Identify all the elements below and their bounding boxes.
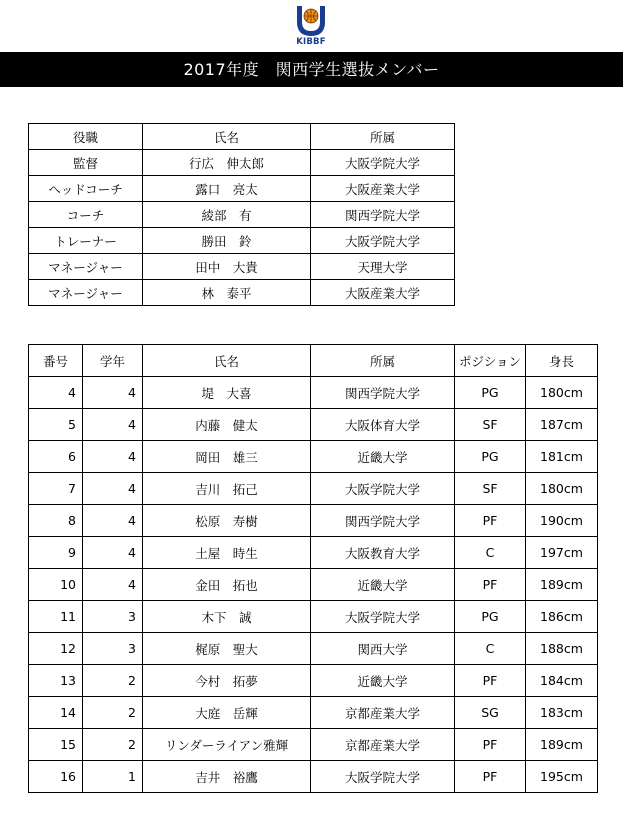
position-cell: C bbox=[455, 633, 526, 665]
affiliation-cell: 関西学院大学 bbox=[311, 202, 455, 228]
role-cell: 監督 bbox=[29, 150, 143, 176]
height-cell: 180cm bbox=[526, 473, 598, 505]
grade-cell: 2 bbox=[83, 729, 143, 761]
number-cell: 6 bbox=[29, 441, 83, 473]
position-cell: SG bbox=[455, 697, 526, 729]
table-row bbox=[29, 569, 598, 601]
affiliation-cell: 関西学院大学 bbox=[311, 377, 455, 409]
grade-cell: 2 bbox=[83, 697, 143, 729]
number-cell: 4 bbox=[29, 377, 83, 409]
affiliation-cell: 近畿大学 bbox=[311, 441, 455, 473]
affiliation-cell: 京都産業大学 bbox=[311, 697, 455, 729]
grade-cell: 3 bbox=[83, 601, 143, 633]
kibbf-logo bbox=[291, 4, 331, 50]
affiliation-cell: 関西学院大学 bbox=[311, 505, 455, 537]
table-row bbox=[29, 601, 598, 633]
table-row bbox=[29, 537, 598, 569]
height-cell: 186cm bbox=[526, 601, 598, 633]
grade-cell: 4 bbox=[83, 537, 143, 569]
affiliation-cell: 大阪体育大学 bbox=[311, 409, 455, 441]
position-cell: C bbox=[455, 537, 526, 569]
grade-cell: 1 bbox=[83, 761, 143, 793]
table-row bbox=[29, 505, 598, 537]
grade-cell: 4 bbox=[83, 569, 143, 601]
table-row bbox=[29, 280, 455, 306]
header-name: 氏名 bbox=[143, 124, 311, 150]
role-cell: トレーナー bbox=[29, 228, 143, 254]
name-cell: 金田 拓也 bbox=[143, 569, 311, 601]
number-cell: 14 bbox=[29, 697, 83, 729]
position-cell: PF bbox=[455, 569, 526, 601]
name-cell: 大庭 岳輝 bbox=[143, 697, 311, 729]
position-cell: PF bbox=[455, 729, 526, 761]
name-cell: 林 泰平 bbox=[143, 280, 311, 306]
position-cell: SF bbox=[455, 473, 526, 505]
name-cell: 行広 伸太郎 bbox=[143, 150, 311, 176]
position-cell: PF bbox=[455, 505, 526, 537]
role-cell: マネージャー bbox=[29, 254, 143, 280]
height-cell: 197cm bbox=[526, 537, 598, 569]
position-cell: PG bbox=[455, 601, 526, 633]
affiliation-cell: 大阪学院大学 bbox=[311, 473, 455, 505]
number-cell: 5 bbox=[29, 409, 83, 441]
affiliation-cell: 大阪学院大学 bbox=[311, 228, 455, 254]
affiliation-cell: 大阪学院大学 bbox=[311, 150, 455, 176]
affiliation-cell: 大阪学院大学 bbox=[311, 601, 455, 633]
name-cell: 今村 拓夢 bbox=[143, 665, 311, 697]
table-row bbox=[29, 176, 455, 202]
table-row bbox=[29, 697, 598, 729]
position-cell: PG bbox=[455, 441, 526, 473]
table-row bbox=[29, 377, 598, 409]
staff-table bbox=[28, 123, 455, 306]
height-cell: 190cm bbox=[526, 505, 598, 537]
height-cell: 189cm bbox=[526, 569, 598, 601]
header-name: 氏名 bbox=[143, 345, 311, 377]
players-header-row bbox=[29, 345, 598, 377]
name-cell: 吉井 裕鷹 bbox=[143, 761, 311, 793]
name-cell: 松原 寿樹 bbox=[143, 505, 311, 537]
position-cell: PG bbox=[455, 377, 526, 409]
basketball-u-logo-icon bbox=[291, 4, 331, 38]
number-cell: 11 bbox=[29, 601, 83, 633]
name-cell: 勝田 鈴 bbox=[143, 228, 311, 254]
table-row bbox=[29, 729, 598, 761]
affiliation-cell: 大阪教育大学 bbox=[311, 537, 455, 569]
height-cell: 183cm bbox=[526, 697, 598, 729]
affiliation-cell: 近畿大学 bbox=[311, 665, 455, 697]
affiliation-cell: 大阪産業大学 bbox=[311, 280, 455, 306]
staff-header-row bbox=[29, 124, 455, 150]
header-affiliation: 所属 bbox=[311, 345, 455, 377]
height-cell: 184cm bbox=[526, 665, 598, 697]
position-cell: SF bbox=[455, 409, 526, 441]
affiliation-cell: 近畿大学 bbox=[311, 569, 455, 601]
table-row bbox=[29, 228, 455, 254]
number-cell: 16 bbox=[29, 761, 83, 793]
role-cell: ヘッドコーチ bbox=[29, 176, 143, 202]
number-cell: 7 bbox=[29, 473, 83, 505]
name-cell: 堤 大喜 bbox=[143, 377, 311, 409]
affiliation-cell: 京都産業大学 bbox=[311, 729, 455, 761]
number-cell: 8 bbox=[29, 505, 83, 537]
header-position: ポジション bbox=[455, 345, 526, 377]
grade-cell: 3 bbox=[83, 633, 143, 665]
number-cell: 12 bbox=[29, 633, 83, 665]
grade-cell: 4 bbox=[83, 505, 143, 537]
name-cell: 土屋 時生 bbox=[143, 537, 311, 569]
header-grade: 学年 bbox=[83, 345, 143, 377]
header-role: 役職 bbox=[29, 124, 143, 150]
position-cell: PF bbox=[455, 761, 526, 793]
name-cell: 田中 大貴 bbox=[143, 254, 311, 280]
grade-cell: 4 bbox=[83, 441, 143, 473]
height-cell: 189cm bbox=[526, 729, 598, 761]
players-table bbox=[28, 344, 598, 793]
header-height: 身長 bbox=[526, 345, 598, 377]
grade-cell: 4 bbox=[83, 473, 143, 505]
affiliation-cell: 天理大学 bbox=[311, 254, 455, 280]
grade-cell: 4 bbox=[83, 409, 143, 441]
table-row bbox=[29, 150, 455, 176]
grade-cell: 4 bbox=[83, 377, 143, 409]
table-row bbox=[29, 409, 598, 441]
table-row bbox=[29, 473, 598, 505]
height-cell: 195cm bbox=[526, 761, 598, 793]
table-row bbox=[29, 761, 598, 793]
name-cell: 露口 亮太 bbox=[143, 176, 311, 202]
affiliation-cell: 大阪産業大学 bbox=[311, 176, 455, 202]
role-cell: コーチ bbox=[29, 202, 143, 228]
table-row bbox=[29, 202, 455, 228]
page-title: 2017年度 関西学生選抜メンバー bbox=[0, 52, 623, 87]
name-cell: リンダーライアン雅輝 bbox=[143, 729, 311, 761]
name-cell: 吉川 拓己 bbox=[143, 473, 311, 505]
number-cell: 15 bbox=[29, 729, 83, 761]
table-row bbox=[29, 633, 598, 665]
grade-cell: 2 bbox=[83, 665, 143, 697]
table-row bbox=[29, 441, 598, 473]
table-row bbox=[29, 254, 455, 280]
affiliation-cell: 大阪学院大学 bbox=[311, 761, 455, 793]
header-affiliation: 所属 bbox=[311, 124, 455, 150]
role-cell: マネージャー bbox=[29, 280, 143, 306]
affiliation-cell: 関西大学 bbox=[311, 633, 455, 665]
logo-text: KIBBF bbox=[296, 37, 326, 47]
name-cell: 岡田 雄三 bbox=[143, 441, 311, 473]
position-cell: PF bbox=[455, 665, 526, 697]
height-cell: 181cm bbox=[526, 441, 598, 473]
table-row bbox=[29, 665, 598, 697]
number-cell: 13 bbox=[29, 665, 83, 697]
height-cell: 187cm bbox=[526, 409, 598, 441]
number-cell: 9 bbox=[29, 537, 83, 569]
height-cell: 188cm bbox=[526, 633, 598, 665]
height-cell: 180cm bbox=[526, 377, 598, 409]
header-number: 番号 bbox=[29, 345, 83, 377]
number-cell: 10 bbox=[29, 569, 83, 601]
name-cell: 木下 誠 bbox=[143, 601, 311, 633]
name-cell: 梶原 聖大 bbox=[143, 633, 311, 665]
name-cell: 綾部 有 bbox=[143, 202, 311, 228]
name-cell: 内藤 健太 bbox=[143, 409, 311, 441]
